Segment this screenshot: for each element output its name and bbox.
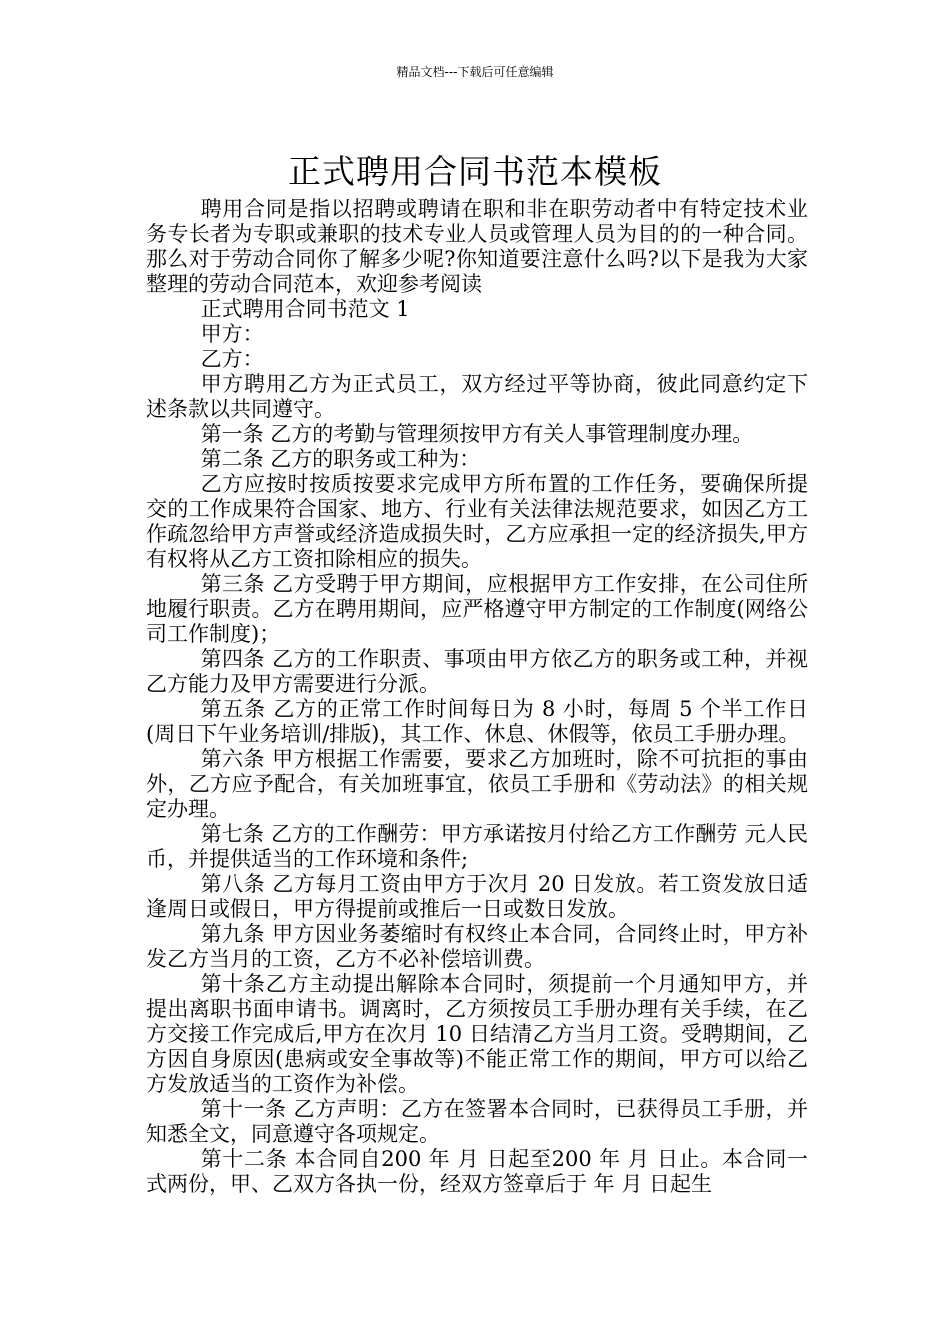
document-title: 正式聘用合同书范本模板 [288,152,662,192]
paragraph-party-a: 甲方： [200,322,264,346]
paragraph-party-b: 乙方： [200,347,264,371]
clause-2-detail: 乙方应按时按质按要求完成甲方所布置的工作任务，要确保所提交的工作成果符合国家、地方、行业有关法律法规范要求，如因乙方工作疏忽给甲方声誉或经济造成损失时，乙方应承担一定的经济损失,甲方有权将从乙方工资扣除相应的损失。 [146,472,808,571]
clause-8: 第八条 乙方每月工资由甲方于次月 20 日发放。若工资发放日适逢周日或假日，甲方得提前或推后一日或数日发放。 [146,872,808,921]
clause-9: 第九条 甲方因业务萎缩时有权终止本合同，合同终止时，甲方补发乙方当月的工资，乙方不必补偿培训费。 [146,922,808,971]
clause-4: 第四条 乙方的工作职责、事项由甲方依乙方的职务或工种，并视乙方能力及甲方需要进行分派。 [146,647,808,696]
clause-2: 第二条 乙方的职务或工种为： [200,447,481,471]
clause-11: 第十一条 乙方声明：乙方在签署本合同时，已获得员工手册，并知悉全文，同意遵守各项规定。 [146,1097,808,1146]
paragraph-sample-heading: 正式聘用合同书范文 1 [200,297,410,321]
clause-5: 第五条 乙方的正常工作时间每日为 8 小时，每周 5 个半工作日(周日下午业务培训/排版)，其工作、休息、休假等，依员工手册办理。 [146,697,808,746]
page-header-note: 精品文档---下载后可任意编辑 [396,65,554,79]
clause-6: 第六条 甲方根据工作需要，要求乙方加班时，除不可抗拒的事由外，乙方应予配合，有关加班事宜，依员工手册和《劳动法》的相关规定办理。 [146,747,808,821]
clause-7: 第七条 乙方的工作酬劳：甲方承诺按月付给乙方工作酬劳 元人民币，并提供适当的工作环境和条件; [146,822,808,871]
clause-12: 第十二条 本合同自200 年 月 日起至200 年 月 日止。本合同一式两份，甲、乙双方各执一份，经双方签章后于 年 月 日起生 [146,1147,808,1196]
clause-3: 第三条 乙方受聘于甲方期间，应根据甲方工作安排，在公司住所地履行职责。乙方在聘用期间，应严格遵守甲方制定的工作制度(网络公司工作制度)； [146,572,808,646]
paragraph-intro: 聘用合同是指以招聘或聘请在职和非在职劳动者中有特定技术业务专长者为专职或兼职的技术专业人员或管理人员为目的的一种合同。那么对于劳动合同你了解多少呢?你知道要注意什么吗?以下是我为大家整理的劳动合同范本，欢迎参考阅读 [146,197,808,296]
paragraph-preamble: 甲方聘用乙方为正式员工，双方经过平等协商，彼此同意约定下述条款以共同遵守。 [146,372,808,421]
document-body [146,197,808,1197]
clause-1: 第一条 乙方的考勤与管理须按甲方有关人事管理制度办理。 [200,422,754,446]
clause-10: 第十条乙方主动提出解除本合同时，须提前一个月通知甲方，并提出离职书面申请书。调离时，乙方须按员工手册办理有关手续，在乙方交接工作完成后,甲方在次月 10 日结清乙方当月工资。受聘期间，乙方因自身原因(患病或安全事故等)不能正常工作的期间，甲方可以给乙方发放适当的工资作为补偿。 [146,972,808,1096]
